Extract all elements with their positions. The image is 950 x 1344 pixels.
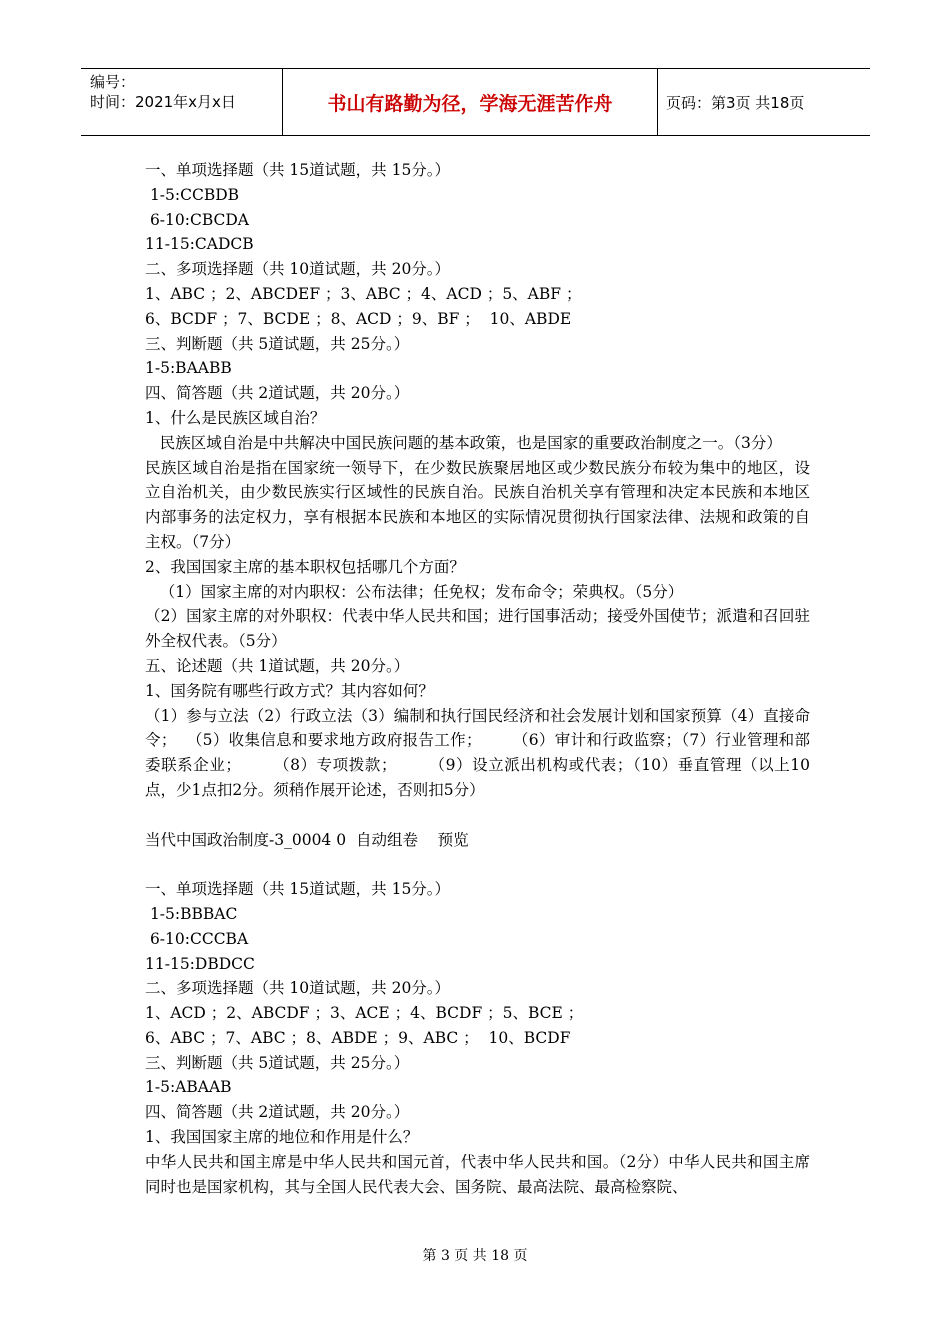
- text-line: （1）参与立法（2）行政立法（3）编制和执行国民经济和社会发展计划和国家预算（4）直接命令； （5）收集信息和要求地方政府报告工作； （6）审计和行政监察；（7）行业管理和部委联系企业； （8）专项拨款； （9）设立派出机构或代表；（10）垂直管理（以上10点，少1点扣2分。须稍作展开论述，否则扣5分）: [145, 706, 810, 799]
- text-line: 1、我国国家主席的地位和作用是什么？: [145, 1128, 419, 1147]
- header-page-label: 页码：第3页 共18页: [666, 93, 805, 112]
- text-line: 1-5:CCBDB: [145, 185, 240, 204]
- header-motto: 书山有路勤为径，学海无涯苦作舟: [282, 69, 658, 135]
- text-line: 民族区域自治是指在国家统一领导下，在少数民族聚居地区或少数民族分布较为集中的地区，设立自治机关，由少数民族实行区域性的民族自治。民族自治机关享有管理和决定本民族和本地区内部事务的法定权力，享有根据本民族和本地区的实际情况贯彻执行国家法律、法规和政策的自主权。（7分）: [145, 458, 810, 551]
- number-label: 编号：: [90, 73, 136, 91]
- page-footer: 第 3 页 共 18 页: [422, 1248, 528, 1264]
- text-line: 三、判断题（共 5道试题，共 25分。）: [145, 1053, 410, 1072]
- text-line: （1）国家主席的对内职权：公布法律；任免权；发布命令；荣典权。（5分）: [145, 582, 684, 601]
- text-line: 1、ABC ；2、ABCDEF ；3、ABC ；4、ACD ；5、ABF ；: [145, 284, 582, 303]
- text-line: 11-15:CADCB: [145, 235, 254, 254]
- time-label: 时间：2021年x月x日: [90, 93, 236, 111]
- text-line: 1-5:BAABB: [145, 359, 232, 378]
- text-line: 二、多项选择题（共 10道试题，共 20分。）: [145, 979, 451, 998]
- text-line: 6、BCDF ；7、BCDE ；8、ACD ；9、BF ； 10、ABDE: [145, 309, 572, 328]
- text-line: 一、单项选择题（共 15道试题，共 15分。）: [145, 161, 451, 179]
- text-line: 四、简答题（共 2道试题，共 20分。）: [145, 384, 410, 403]
- text-line: 当代中国政治制度-3_0004 0 自动组卷 预览: [145, 830, 469, 849]
- text-line: 三、判断题（共 5道试题，共 25分。）: [145, 334, 410, 353]
- header-meta: [81, 69, 282, 135]
- blank-line: [145, 852, 810, 877]
- text-line: 二、多项选择题（共 10道试题，共 20分。）: [145, 260, 451, 279]
- text-line: 1-5:BBBAC: [145, 904, 238, 923]
- text-line: 6-10:CBCDA: [145, 210, 249, 229]
- text-line: 1、国务院有哪些行政方式？其内容如何？: [145, 681, 434, 700]
- text-line: 一、单项选择题（共 15道试题，共 15分。）: [145, 880, 451, 899]
- text-line: 中华人民共和国主席是中华人民共和国元首，代表中华人民共和国。（2分）中华人民共和国主席同时也是国家机构，其与全国人民代表大会、国务院、最高法院、最高检察院、: [145, 1152, 810, 1196]
- text-line: 五、论述题（共 1道试题，共 20分。）: [145, 656, 410, 675]
- text-line: （2）国家主席的对外职权：代表中华人民共和国；进行国事活动；接受外国使节；派遣和召回驻外全权代表。（5分）: [145, 607, 810, 651]
- text-line: 11-15:DBDCC: [145, 954, 255, 973]
- document-body: [145, 158, 810, 1199]
- text-line: 2、我国国家主席的基本职权包括哪几个方面？: [145, 557, 465, 576]
- text-line: 6-10:CCCBA: [145, 929, 249, 948]
- text-line: 6、ABC ；7、ABC ；8、ABDE ；9、ABC ； 10、BCDF: [145, 1028, 571, 1047]
- blank-line: [145, 803, 810, 828]
- page-header: [81, 68, 870, 136]
- text-line: 1、ACD ；2、ABCDF ；3、ACE ；4、BCDF ；5、BCE ；: [145, 1004, 584, 1023]
- text-line: 四、简答题（共 2道试题，共 20分。）: [145, 1103, 410, 1122]
- text-line: 1-5:ABAAB: [145, 1078, 232, 1097]
- text-line: 1、什么是民族区域自治？: [145, 408, 326, 427]
- text-line: 民族区域自治是中共解决中国民族问题的基本政策，也是国家的重要政治制度之一。（3分）: [145, 433, 782, 452]
